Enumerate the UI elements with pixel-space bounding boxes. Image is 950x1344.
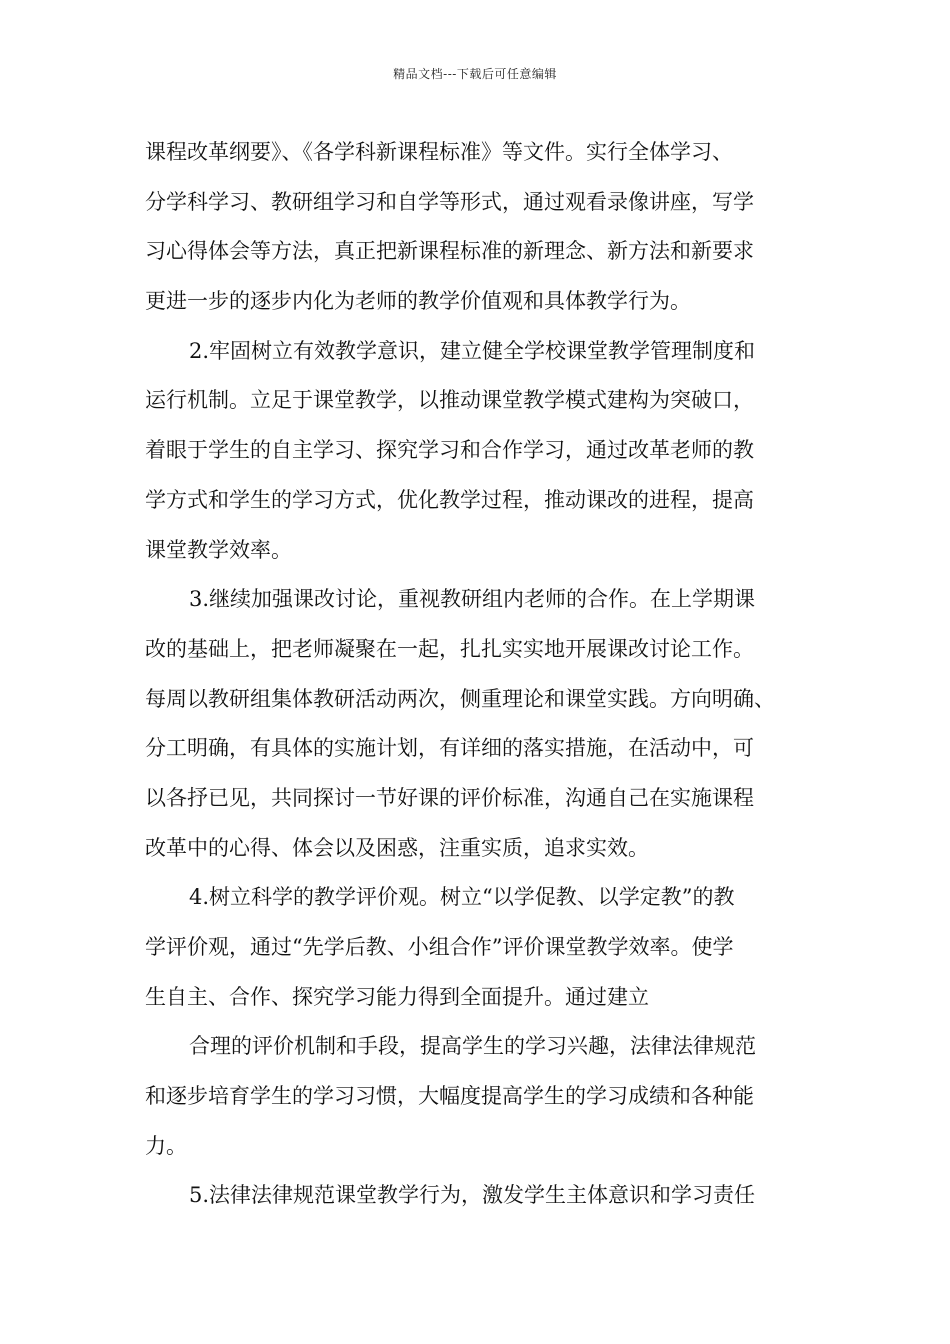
text-line: 5.法律法律规范课堂教学行为，激发学生主体意识和学习责任 — [189, 1183, 756, 1208]
text-line: 生自主、合作、探究学习能力得到全面提升。通过建立 — [145, 984, 649, 1009]
text-line: 改的基础上，把老师凝聚在一起，扎扎实实地开展课改讨论工作。 — [145, 636, 754, 661]
text-line: 合理的评价机制和手段，提高学生的学习兴趣，法律法律规范 — [189, 1034, 756, 1059]
text-line: 以各抒已见，共同探讨一节好课的评价标准，沟通自己在实施课程 — [145, 785, 754, 810]
paragraph-4 — [145, 873, 815, 1022]
text-line: 4.树立科学的教学评价观。树立“以学促教、以学定教”的教 — [189, 885, 735, 910]
text-line: 更进一步的逐步内化为老师的教学价值观和具体教学行为。 — [145, 289, 691, 314]
text-line: 习心得体会等方法，真正把新课程标准的新理念、新方法和新要求 — [145, 239, 754, 264]
text-line: 着眼于学生的自主学习、探究学习和合作学习，通过改革老师的教 — [145, 438, 754, 463]
text-line: 力。 — [145, 1133, 187, 1158]
paragraph-3 — [145, 575, 815, 873]
paragraph-6 — [145, 1171, 815, 1221]
text-line: 改革中的心得、体会以及困惑，注重实质，追求实效。 — [145, 835, 649, 860]
text-line: 课程改革纲要》、《各学科新课程标准》等文件。实行全体学习、 — [145, 140, 733, 164]
document-body — [145, 128, 815, 1221]
text-line: 分学科学习、教研组学习和自学等形式，通过观看录像讲座，写学 — [145, 189, 754, 214]
text-line: 每周以教研组集体教研活动两次，侧重理论和课堂实践。方向明确、 — [145, 686, 775, 711]
text-line: 2.牢固树立有效教学意识，建立健全学校课堂教学管理制度和 — [189, 338, 756, 363]
text-line: 和逐步培育学生的学习习惯，大幅度提高学生的学习成绩和各种能 — [145, 1084, 754, 1109]
text-line: 分工明确，有具体的实施计划，有详细的落实措施，在活动中，可 — [145, 736, 754, 761]
text-line: 课堂教学效率。 — [145, 537, 292, 562]
text-line: 学评价观，通过“先学后教、小组合作”评价课堂教学效率。使学 — [145, 935, 734, 959]
paragraph-2 — [145, 327, 815, 575]
paragraph-5 — [145, 1022, 815, 1171]
text-line: 学方式和学生的学习方式，优化教学过程，推动课改的进程，提高 — [145, 487, 754, 512]
page-header: 精品文档---下载后可任意编辑 — [393, 67, 557, 81]
text-line: 运行机制。立足于课堂教学，以推动课堂教学模式建构为突破口， — [145, 388, 754, 413]
text-line: 3.继续加强课改讨论，重视教研组内老师的合作。在上学期课 — [189, 587, 756, 612]
paragraph-1 — [145, 128, 815, 327]
